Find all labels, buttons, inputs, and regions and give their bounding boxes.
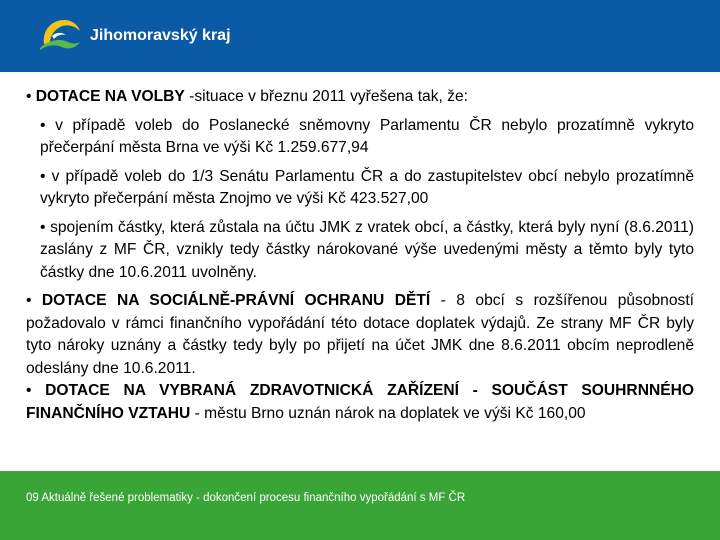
bullet: • [26, 292, 42, 309]
sub-item-poslanecka: • v případě voleb do Poslanecké sněmovny Parlamentu ČR nebylo prozatímně vykryto přečerpání města Brna ve výši Kč 1.259.677,94 [40, 116, 694, 156]
footer-bar [0, 471, 720, 540]
sub-item-senat: • v případě voleb do 1/3 Senátu Parlamentu ČR a do zastupitelstev obcí nebylo prozatímně vykryto přečerpání města Znojmo ve výši Kč 423.527,00 [40, 167, 694, 207]
paragraph-zdravotnicka [26, 380, 694, 425]
heading-volby: DOTACE NA VOLBY [35, 88, 185, 105]
jmk-logo-icon [38, 14, 82, 56]
paragraph-socialne-pravni [26, 290, 694, 380]
brand-name: Jihomoravský kraj [90, 27, 231, 44]
paragraph-volby [26, 86, 694, 109]
heading-socialne-pravni: DOTACE NA SOCIÁLNĚ-PRÁVNÍ OCHRANU DĚTÍ [41, 292, 431, 309]
header-bar [0, 0, 720, 72]
bullet: • [26, 382, 46, 399]
paragraph-text: - 8 obcí s rozšířenou působností požadovalo v rámci finančního vypořádání této dotace doplatek výdajů. Ze strany MF ČR byly tyto nároky uznány a částky tedy byly po přijetí na účet JMK dne 8.6.2011 obcím neprodleně odeslány dne 10.6.2011. [26, 292, 694, 377]
main-content [26, 86, 694, 425]
heading-zdravotnicka: DOTACE NA VYBRANÁ ZDRAVOTNICKÁ ZAŘÍZENÍ - SOUČÁST SOUHRNNÉHO FINANČNÍHO VZTAHU [26, 382, 695, 422]
footer-caption: 09 Aktuálně řešené problematiky - dokončení procesu finančního vypořádání s MF ČR [26, 492, 466, 504]
bullet: • [26, 88, 36, 105]
paragraph-text: - městu Brno uznán nárok na doplatek ve výši Kč 160,00 [190, 404, 586, 422]
sub-item-spojeni: • spojením částky, která zůstala na účtu JMK z vratek obcí, a částky, která byly nyní (8.6.2011) zaslány z MF ČR, vznikly tedy částky nárokované výše uvedenými městy a těmto byly tyto částky dne 10.6.2011 uvolněny. [40, 218, 694, 281]
paragraph-text: -situace v březnu 2011 vyřešena tak, že: [184, 88, 468, 105]
